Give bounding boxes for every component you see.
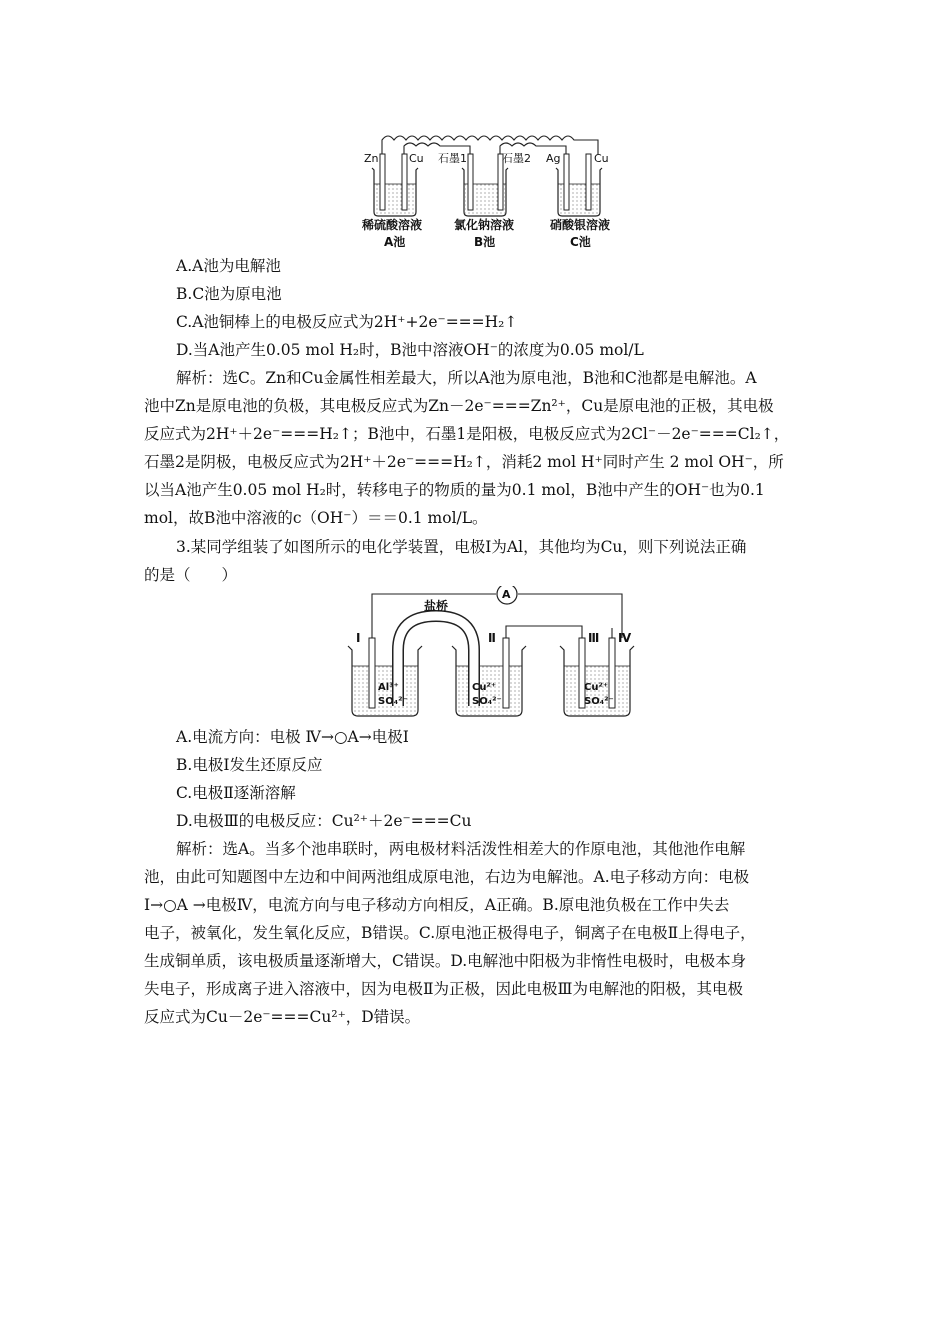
ion-label: SO₄²⁻: [472, 696, 502, 707]
ion-label: Cu²⁺: [472, 682, 497, 693]
ion-label: Al³⁺: [378, 682, 399, 693]
electrode-label: Ⅱ: [488, 631, 496, 645]
option-d: D.电极Ⅲ的电极反应：Cu²⁺＋2e⁻===Cu: [176, 812, 472, 830]
pool-label: C池: [570, 235, 591, 249]
analysis-line: mol，故B池中溶液的c（OH⁻）＝＝0.1 mol/L。: [144, 509, 488, 527]
pool-label: B池: [474, 235, 496, 249]
analysis-line: 电子，被氧化，发生氧化反应，B错误。C.原电池正极得电子，铜离子在电极Ⅱ上得电子，: [144, 924, 756, 942]
analysis-line: 解析：选C。Zn和Cu金属性相差最大，所以A池为原电池，B池和C池都是电解池。A: [176, 369, 757, 387]
question-stem: 的是（ ）: [144, 566, 238, 584]
option-c: C.A池铜棒上的电极反应式为2H⁺+2e⁻===H₂↑: [176, 313, 518, 331]
electrode-label: 石墨1: [438, 152, 467, 165]
option-a: A.电流方向：电极 Ⅳ→○A→电极Ⅰ: [176, 728, 409, 746]
analysis-line: 反应式为2H⁺＋2e⁻===H₂↑；B池中，石墨1是阳极，电极反应式为2Cl⁻－2e⁻===Cl₂↑，: [144, 425, 790, 443]
option-b: B.C池为原电池: [176, 285, 282, 303]
electrode-label: 石墨2: [502, 152, 531, 165]
electrode-label: Ag: [546, 152, 561, 165]
solution-label: 稀硫酸溶液: [362, 218, 423, 232]
question-stem: 3.某同学组装了如图所示的电化学装置，电极Ⅰ为Al，其他均为Cu，则下列说法正确: [176, 538, 747, 556]
analysis-line: 池中Zn是原电池的负极，其电极反应式为Zn－2e⁻===Zn²⁺，Cu是原电池的正极，其电极: [144, 397, 774, 415]
analysis-line: 以当A池产生0.05 mol H₂时，转移电子的物质的量为0.1 mol，B池中产生的OH⁻也为0.1: [144, 481, 765, 499]
electrode-label: Ⅰ: [356, 631, 361, 645]
option-d: D.当A池产生0.05 mol H₂时，B池中溶液OH⁻的浓度为0.05 mol/L: [176, 341, 644, 359]
electrode-label: Cu: [409, 152, 424, 165]
analysis-line: Ⅰ→○A →电极Ⅳ，电流方向与电子移动方向相反，A正确。B.原电池负极在工作中失去: [144, 896, 730, 914]
option-b: B.电极Ⅰ发生还原反应: [176, 756, 323, 774]
pool-label: A池: [384, 235, 406, 249]
solution-label: 氯化钠溶液: [454, 218, 515, 232]
analysis-line: 解析：选A。当多个池串联时，两电极材料活泼性相差大的作原电池，其他池作电解: [176, 840, 746, 858]
ion-label: SO₄²⁻: [378, 696, 408, 707]
analysis-line: 生成铜单质，该电极质量逐渐增大，C错误。D.电解池中阳极为非惰性电极时，电极本身: [144, 952, 747, 970]
ion-label: Cu²⁺: [584, 682, 609, 693]
solution-label: 硝酸银溶液: [550, 218, 611, 232]
figure-three-cells: [360, 128, 620, 250]
figure-salt-bridge-cells: [346, 586, 646, 722]
option-a: A.A池为电解池: [176, 257, 281, 275]
salt-bridge-label: 盐桥: [424, 599, 449, 613]
electrode-label: Ⅳ: [618, 631, 632, 645]
analysis-line: 反应式为Cu－2e⁻===Cu²⁺，D错误。: [144, 1008, 421, 1026]
ion-label: SO₄²⁻: [584, 696, 614, 707]
ammeter-label: A: [502, 588, 511, 601]
electrode-label: Zn: [364, 152, 379, 165]
option-c: C.电极Ⅱ逐渐溶解: [176, 784, 296, 802]
analysis-line: 石墨2是阴极，电极反应式为2H⁺＋2e⁻===H₂↑，消耗2 mol H⁺同时产生 2 mol OH⁻，所: [144, 453, 784, 471]
analysis-line: 失电子，形成离子进入溶液中，因为电极Ⅱ为正极，因此电极Ⅲ为电解池的阳极，其电极: [144, 980, 743, 998]
electrode-label: Ⅲ: [588, 631, 600, 645]
analysis-line: 池，由此可知题图中左边和中间两池组成原电池，右边为电解池。A.电子移动方向：电极: [144, 868, 750, 886]
electrode-label: Cu: [594, 152, 609, 165]
